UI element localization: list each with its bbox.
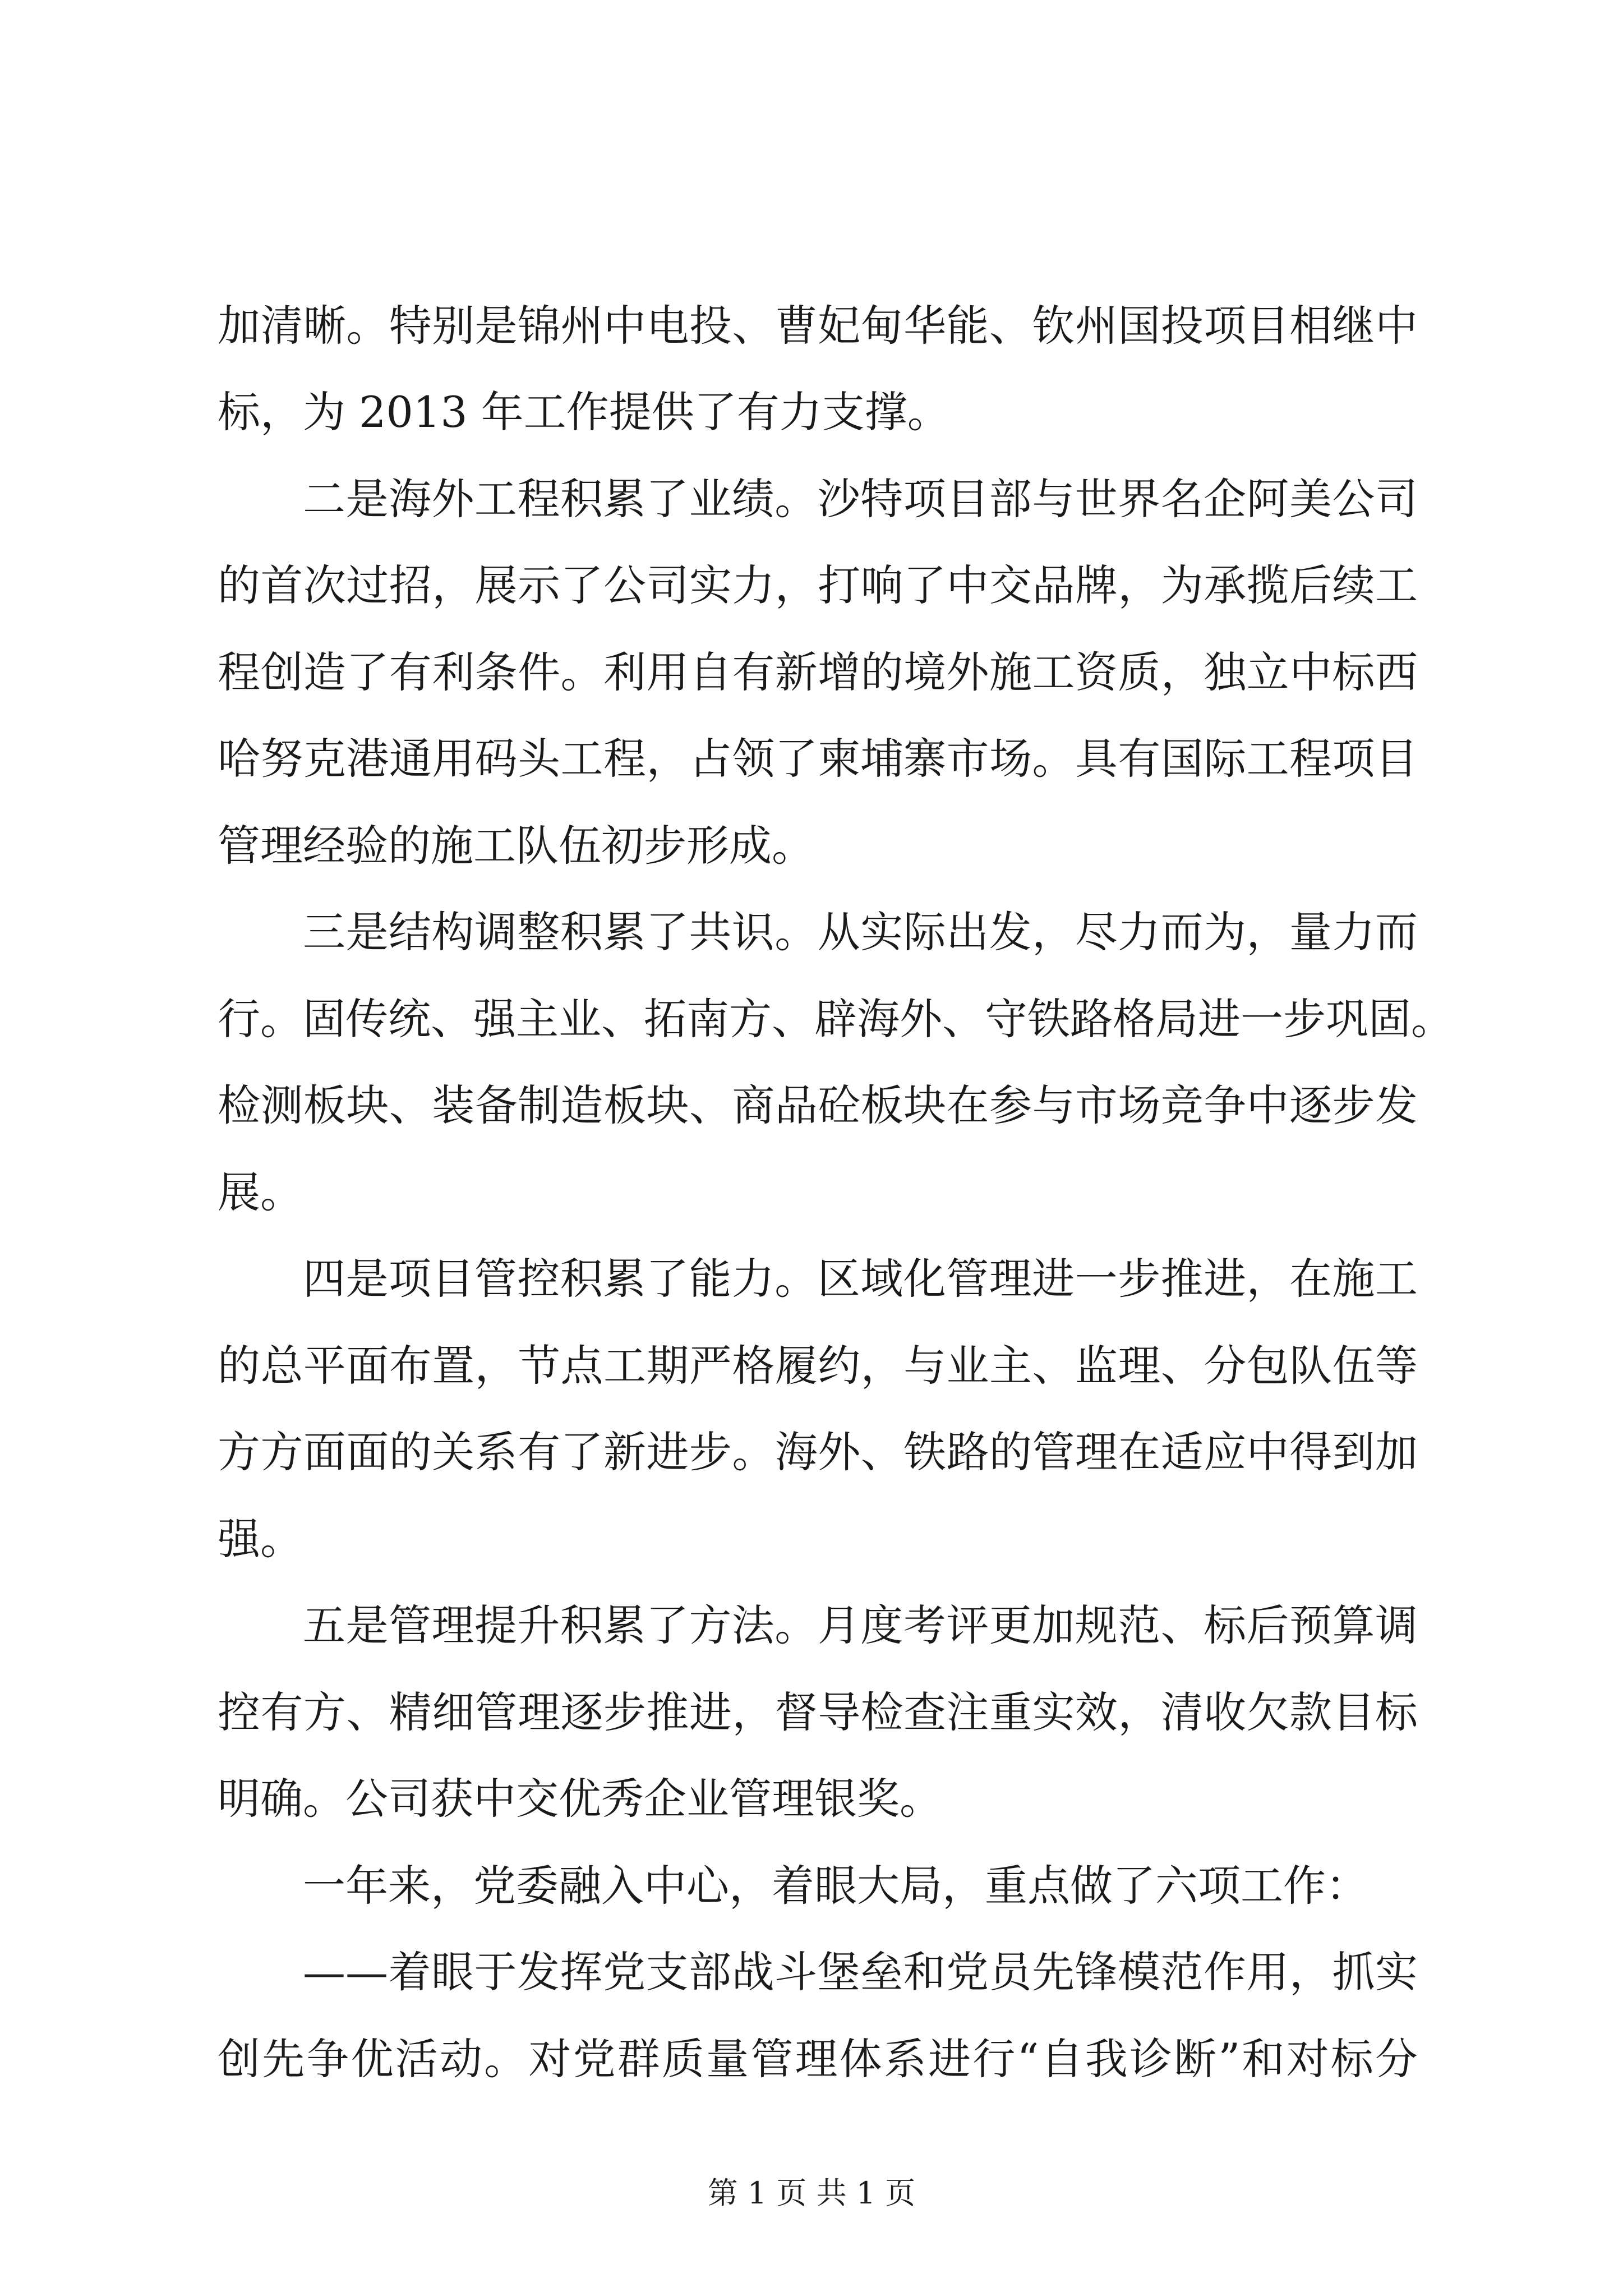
text-line-10: 检测板块、装备制造板块、商品砼板块在参与市场竞争中逐步发 — [218, 1080, 1418, 1130]
text-line-2: 标，为 2013 年工作提供了有力支撑。 — [218, 387, 950, 437]
text-line-4: 的首次过招，展示了公司实力，打响了中交品牌，为承揽后续工 — [218, 560, 1418, 610]
text-line-21: 创先争优活动。对党群质量管理体系进行“自我诊断”和对标分 — [218, 2034, 1418, 2084]
text-line-16: 五是管理提升积累了方法。月度考评更加规范、标后预算调 — [303, 1600, 1418, 1650]
text-line-17: 控有方、精细管理逐步推进，督导检查注重实效，清收欠款目标 — [218, 1687, 1418, 1737]
text-line-8: 三是结构调整积累了共识。从实际出发，尽力而为，量力而 — [303, 907, 1418, 957]
text-line-1: 加清晰。特别是锦州中电投、曹妃甸华能、钦州国投项目相继中 — [218, 301, 1418, 351]
page-footer: 第 1 页 共 1 页 — [707, 2175, 916, 2211]
text-line-14: 方方面面的关系有了新进步。海外、铁路的管理在适应中得到加 — [218, 1427, 1418, 1477]
text-line-11: 展。 — [218, 1167, 303, 1217]
text-line-20: ——着眼于发挥党支部战斗堡垒和党员先锋模范作用，抓实 — [303, 1947, 1418, 1997]
text-line-5: 程创造了有利条件。利用自有新增的境外施工资质，独立中标西 — [218, 647, 1418, 697]
text-line-15: 强。 — [218, 1514, 303, 1564]
text-line-19: 一年来，党委融入中心，着眼大局，重点做了六项工作： — [303, 1861, 1368, 1911]
text-line-12: 四是项目管控积累了能力。区域化管理进一步推进，在施工 — [303, 1254, 1418, 1304]
text-line-6: 哈努克港通用码头工程，占领了柬埔寨市场。具有国际工程项目 — [218, 734, 1418, 784]
text-line-3: 二是海外工程积累了业绩。沙特项目部与世界名企阿美公司 — [303, 474, 1418, 524]
text-line-13: 的总平面布置，节点工期严格履约，与业主、监理、分包队伍等 — [218, 1341, 1418, 1391]
text-line-7: 管理经验的施工队伍初步形成。 — [218, 821, 814, 871]
text-line-18: 明确。公司获中交优秀企业管理银奖。 — [218, 1774, 942, 1824]
text-line-9: 行。固传统、强主业、拓南方、辟海外、守铁路格局进一步巩固。 — [218, 994, 1454, 1044]
